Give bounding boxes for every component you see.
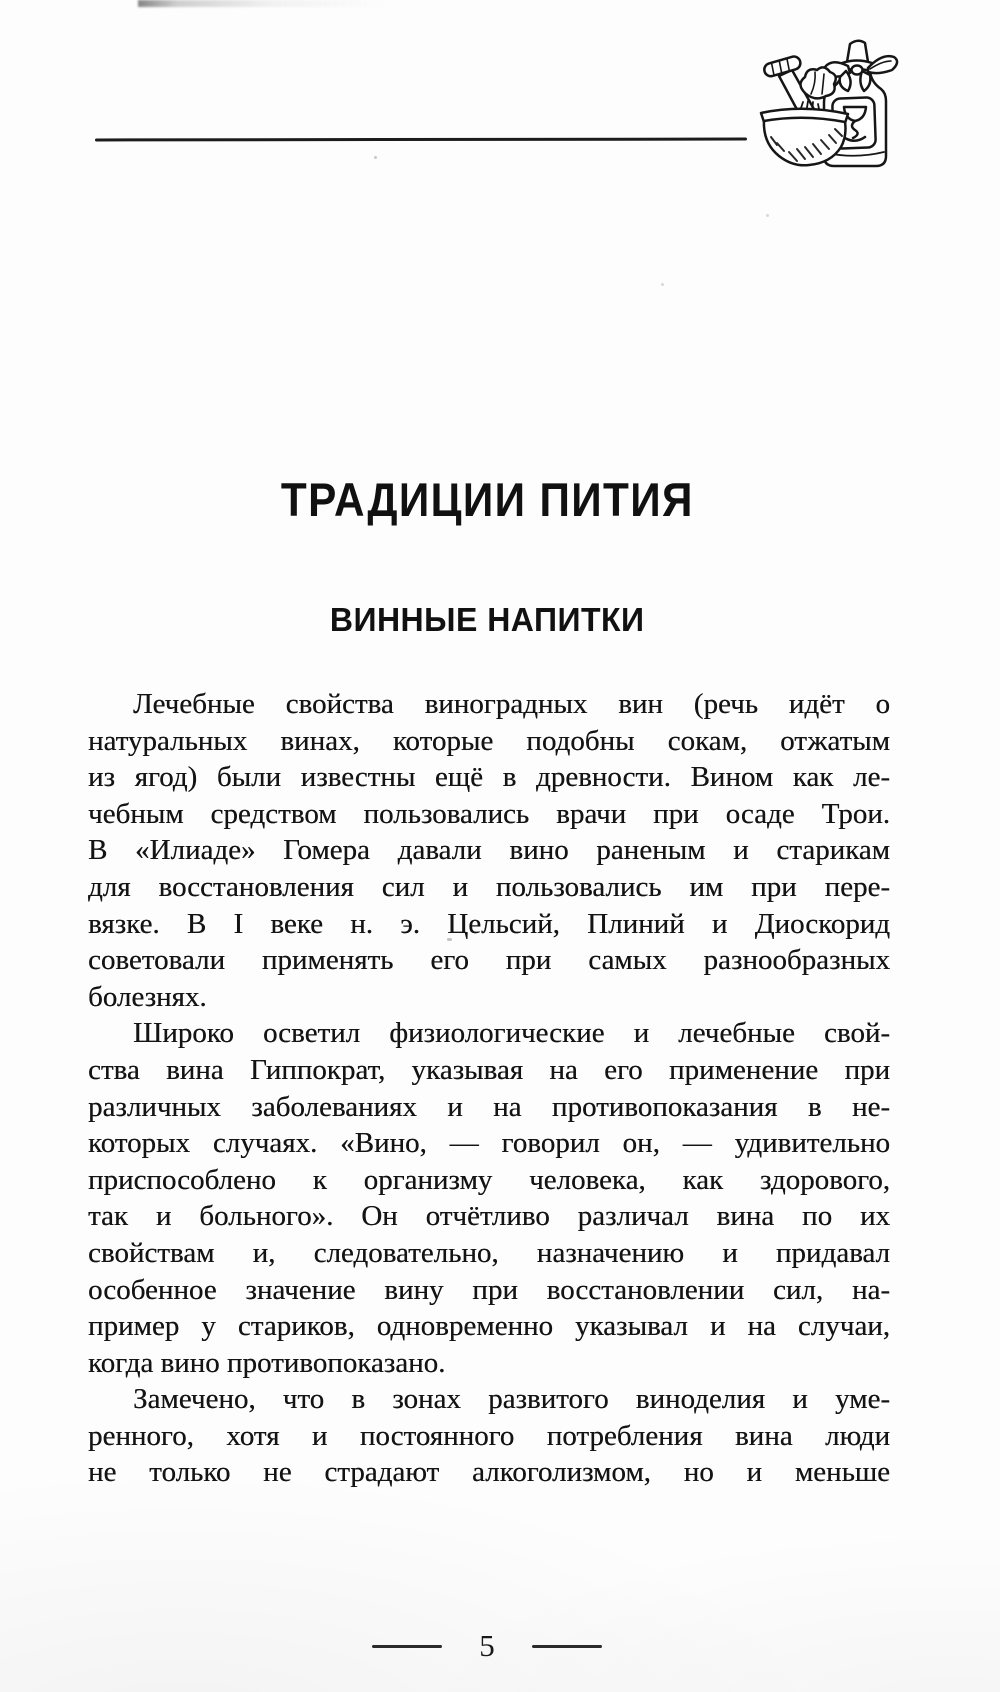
text-line: болезнях. (88, 980, 207, 1013)
footer-rule-right (532, 1645, 602, 1648)
text-line: не только не страдают алкоголизмом, но и меньше (88, 1456, 890, 1489)
header-rule (95, 138, 747, 142)
paragraph (88, 686, 890, 1015)
footer-rule-left (372, 1645, 442, 1648)
mortar-pestle-bottle-illustration (758, 36, 904, 176)
text-line: пример у стариков, одновременно указывал и на случаи, (88, 1310, 890, 1343)
text-line: ства вина Гиппократ, указывая на его применение при (88, 1053, 890, 1086)
scan-speck (766, 214, 769, 217)
page-number: 5 (479, 1627, 495, 1663)
text-line: когда вино противопоказано. (88, 1346, 446, 1379)
text-line: чебным средством пользовались врачи при осаде Трои. (88, 797, 890, 830)
text-line: ренного, хотя и постоянного потребления вина люди (88, 1419, 890, 1452)
text-line: особенное значение вину при восстановлении сил, на- (88, 1273, 890, 1306)
section-title: ВИННЫЕ НАПИТКИ (329, 601, 645, 638)
text-line: В «Илиаде» Гомера давали вино раненым и старикам (88, 834, 890, 867)
text-line: из ягод) были известны ещё в древности. Вином как ле- (88, 761, 890, 794)
garlic-bulb (801, 67, 836, 98)
chapter-title: ТРАДИЦИИ ПИТИЯ (280, 473, 694, 526)
scan-artifact-smudge (138, 0, 468, 7)
text-line: вязке. В I веке н. э. Цельсий, Плиний и Диоскорид (88, 907, 890, 940)
page-footer (0, 1624, 987, 1668)
text-line: которых случаях. «Вино, — говорил он, — удивительно (88, 1127, 890, 1160)
body-text (88, 686, 890, 1491)
text-line: Замечено, что в зонах развитого виноделия и уме- (133, 1383, 890, 1416)
paragraph (88, 1015, 890, 1381)
text-line: так и больного». Он отчётливо различал вина по их (88, 1200, 890, 1233)
scan-speck (661, 283, 664, 286)
text-line: советовали применять его при самых разнообразных (88, 944, 890, 977)
section-heading (0, 601, 1000, 639)
text-line: Лечебные свойства виноградных вин (речь идёт о (133, 688, 890, 720)
paragraph (88, 1381, 890, 1491)
text-line: натуральных винах, которые подобны сокам, отжатым (88, 724, 890, 757)
scan-speck (374, 156, 377, 159)
text-line: для восстановления сил и пользовались им при пере- (88, 870, 890, 903)
text-line: приспособлено к организму человека, как здорового, (88, 1163, 890, 1196)
text-line: различных заболеваниях и на противопоказания в не- (88, 1090, 890, 1123)
text-line: Широко осветил физиологические и лечебные свой- (133, 1017, 890, 1050)
chapter-heading (0, 472, 1000, 527)
text-line: свойствам и, следовательно, назначению и придавал (88, 1236, 890, 1269)
